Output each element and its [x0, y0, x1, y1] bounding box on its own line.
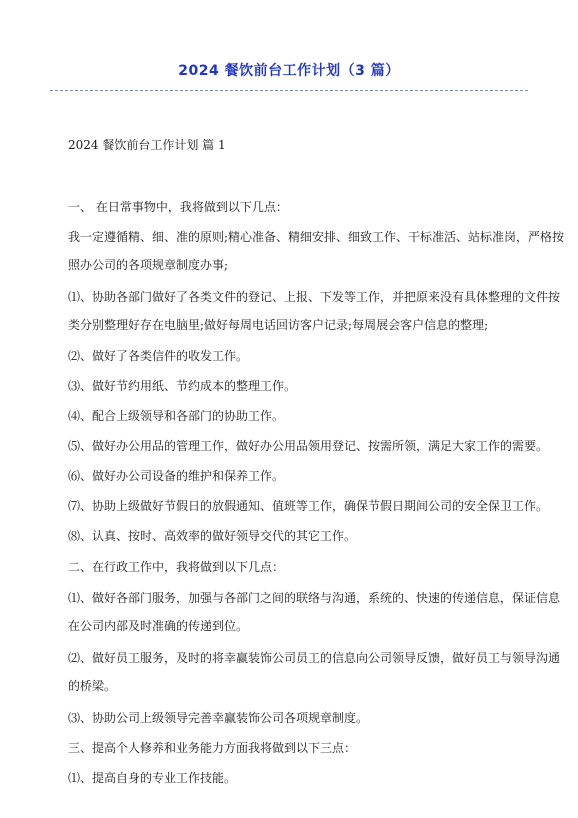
paragraph-12-line-2: 在公司内部及时准确的传递到位。 — [68, 619, 249, 633]
paragraph-8: ⑹、做好办公司设备的维护和保养工作。 — [68, 469, 285, 483]
document-title: 2024 餐饮前台工作计划（3 篇） — [178, 63, 400, 79]
paragraph-7: ⑸、做好办公用品的管理工作，做好办公用品领用登记、按需所领，满足大家工作的需要。 — [68, 439, 549, 453]
paragraph-3-line-2: 类分别整理好存在电脑里;做好每周电话回访客户记录;每周展会客户信息的整理; — [68, 318, 489, 332]
paragraph-5: ⑶、做好节约用纸、节约成本的整理工作。 — [68, 379, 297, 393]
paragraph-11: 二、在行政工作中，我将做到以下几点： — [68, 560, 285, 574]
paragraph-2-line-1: 我一定遵循精、细、准的原则;精心准备、精细安排、细致工作、干标准活、站标准岗，严格按 — [68, 230, 565, 244]
paragraph-15: 三、提高个人修养和业务能力方面我将做到以下三点： — [68, 741, 357, 755]
paragraph-9: ⑺、协助上级做好节假日的放假通知、值班等工作，确保节假日期间公司的安全保卫工作。 — [68, 499, 549, 513]
paragraph-16: ⑴、提高自身的专业工作技能。 — [68, 771, 237, 785]
paragraph-10: ⑻、认真、按时、高效率的做好领导交代的其它工作。 — [68, 529, 357, 543]
paragraph-13-line-2: 的桥梁。 — [68, 679, 117, 693]
paragraph-2-line-2: 照办公司的各项规章制度办事; — [68, 258, 229, 272]
paragraph-6: ⑷、配合上级领导和各部门的协助工作。 — [68, 409, 285, 423]
paragraph-3-line-1: ⑴、协助各部门做好了各类文件的登记、上报、下发等工作，并把原来没有具体整理的文件按 — [68, 290, 561, 304]
title-divider — [50, 90, 528, 91]
paragraph-14: ⑶、协助公司上级领导完善幸赢装饰公司各项规章制度。 — [68, 711, 369, 725]
paragraph-4: ⑵、做好了各类信件的收发工作。 — [68, 349, 249, 363]
paragraph-1: 一、 在日常事物中，我将做到以下几点： — [68, 200, 288, 214]
paragraph-12-line-1: ⑴、做好各部门服务，加强与各部门之间的联络与沟通，系统的、快速的传递信息，保证信息 — [68, 591, 561, 605]
section-heading: 2024 餐饮前台工作计划 篇 1 — [68, 138, 226, 152]
paragraph-13-line-1: ⑵、做好员工服务，及时的将幸赢装饰公司员工的信息向公司领导反馈，做好员工与领导沟通 — [68, 651, 561, 665]
